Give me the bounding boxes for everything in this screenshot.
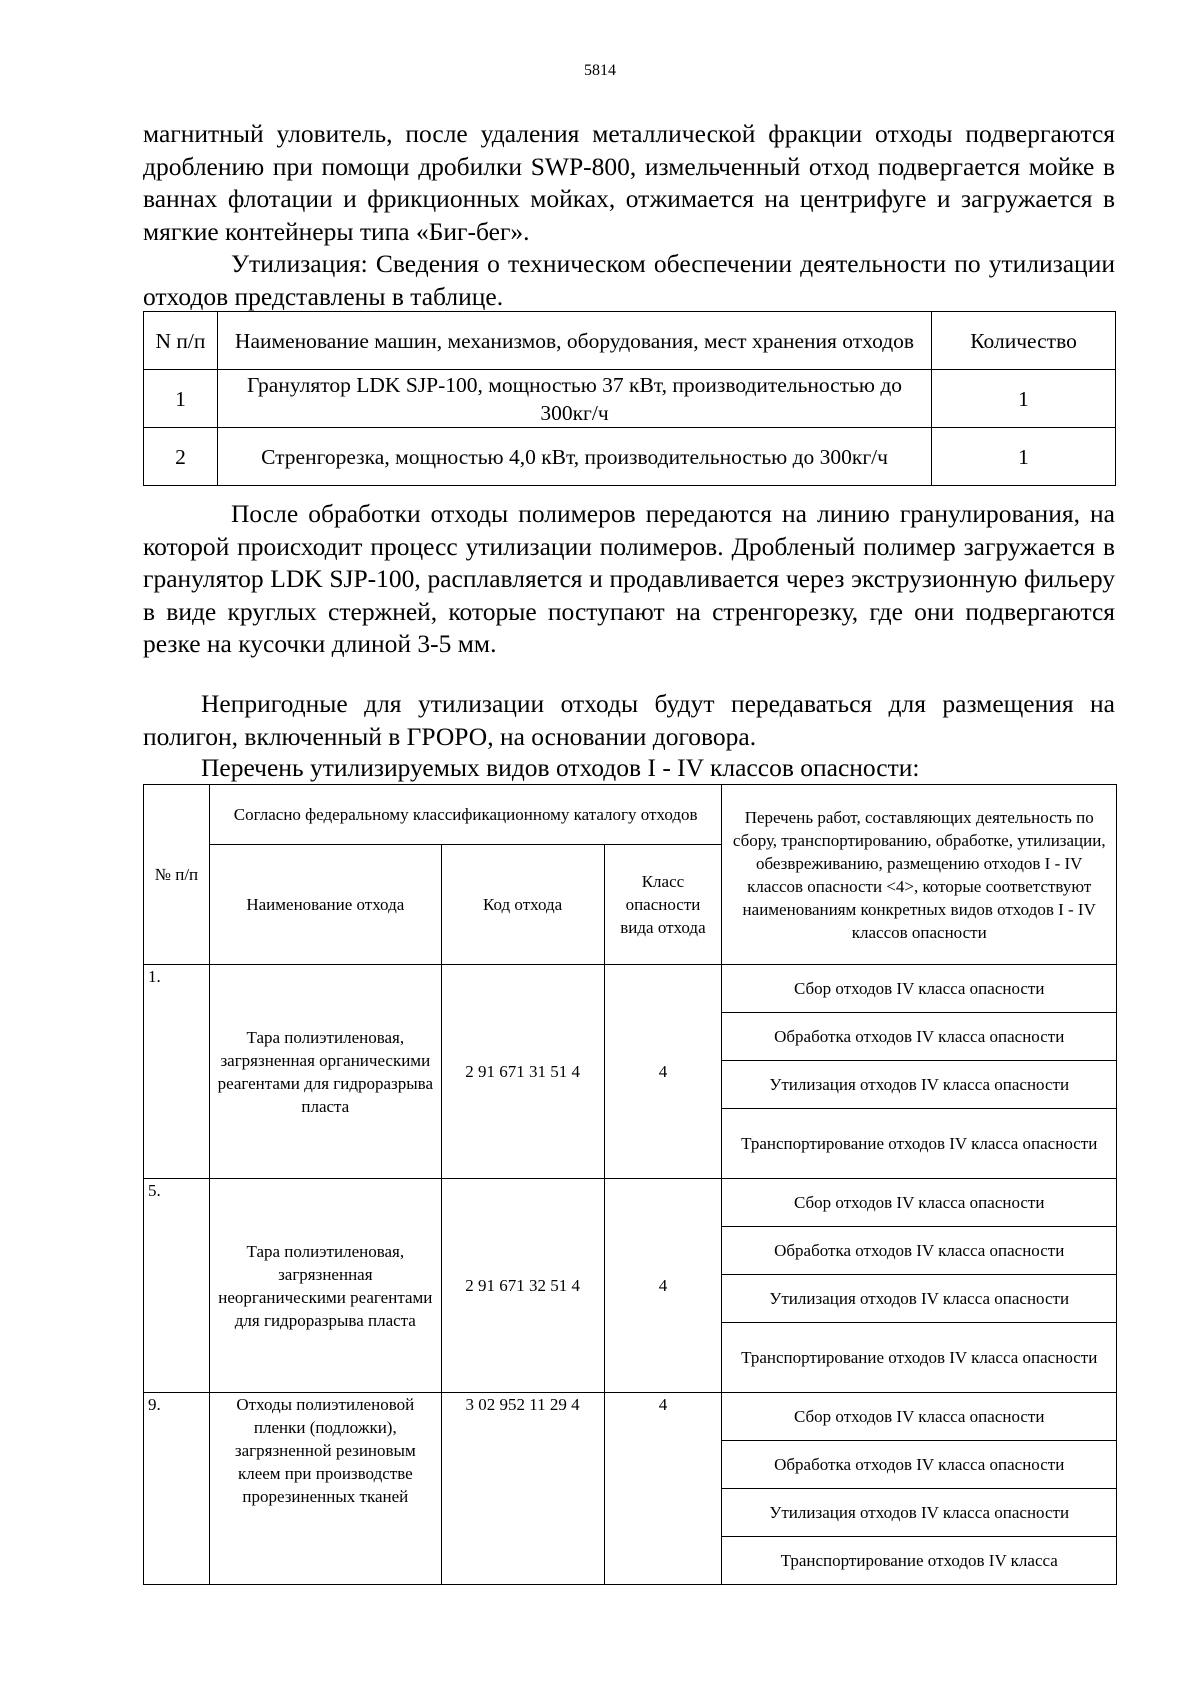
cell-class: 4 xyxy=(604,1393,722,1585)
paragraph-granulation-text: После обработки отходы полимеров передаются на линию гранулирования, на которой происходит процесс утилизации полимеров. Дробленый полимер загружается в гранулятор LDK SJP-100, расплавляется и продавливается через экструзионную фильеру в виде круглых стержней, которые поступают на стренгорезку, где они подвергаются резке на кусочки длиной 3-5 мм. xyxy=(143,499,1115,658)
cell-name: Тара полиэтиленовая, загрязненная неорганическими реагентами для гидроразрыва пласта xyxy=(209,1179,441,1393)
header-group: Согласно федеральному классификационному каталогу отходов xyxy=(209,785,722,845)
table-row xyxy=(144,1393,1117,1441)
header-num: № п/п xyxy=(144,785,210,965)
cell-work: Утилизация отходов IV класса опасности xyxy=(722,1275,1117,1323)
table-header-row xyxy=(144,785,1117,845)
table-row xyxy=(144,370,1116,428)
cell-num: 1. xyxy=(144,965,210,1179)
cell-code: 2 91 671 32 51 4 xyxy=(441,1179,604,1393)
cell-num: 2 xyxy=(144,428,218,486)
cell-num: 9. xyxy=(144,1393,210,1585)
paragraph-waste-list-text: Перечень утилизируемых видов отходов I - IV классов опасности: xyxy=(201,753,920,782)
table-row xyxy=(144,965,1117,1013)
cell-code: 3 02 952 11 29 4 xyxy=(441,1393,604,1585)
cell-class: 4 xyxy=(604,965,722,1179)
cell-name: Тара полиэтиленовая, загрязненная органическими реагентами для гидроразрыва пласта xyxy=(209,965,441,1179)
page-number: 5814 xyxy=(584,62,616,79)
cell-qty: 1 xyxy=(932,428,1116,486)
cell-work: Утилизация отходов IV класса опасности xyxy=(722,1489,1117,1537)
cell-name: Гранулятор LDK SJP-100, мощностью 37 кВт, производительностью до 300кг/ч xyxy=(217,370,931,428)
cell-work: Сбор отходов IV класса опасности xyxy=(722,1179,1117,1227)
cell-class: 4 xyxy=(604,1179,722,1393)
header-class: Класс опасности вида отхода xyxy=(604,845,722,965)
cell-work: Утилизация отходов IV класса опасности xyxy=(722,1061,1117,1109)
cell-work: Обработка отходов IV класса опасности xyxy=(722,1227,1117,1275)
header-name: Наименование машин, механизмов, оборудования, мест хранения отходов xyxy=(217,312,931,370)
cell-work: Сбор отходов IV класса опасности xyxy=(722,965,1117,1013)
table-row xyxy=(144,1179,1117,1227)
header-qty: Количество xyxy=(932,312,1116,370)
cell-name: Стренгорезка, мощностью 4,0 кВт, производительностью до 300кг/ч xyxy=(217,428,931,486)
equipment-table xyxy=(143,311,1116,486)
cell-code: 2 91 671 31 51 4 xyxy=(441,965,604,1179)
cell-work: Обработка отходов IV класса опасности xyxy=(722,1013,1117,1061)
paragraph-granulation xyxy=(143,498,1115,661)
cell-num: 5. xyxy=(144,1179,210,1393)
intro-paragraphs xyxy=(143,118,1115,313)
header-code: Код отхода xyxy=(441,845,604,965)
cell-num: 1 xyxy=(144,370,218,428)
paragraph-process: магнитный уловитель, после удаления металлической фракции отходы подвергаются дроблению при помощи дробилки SWP-800, измельченный отход подвергается мойке в ваннах флотации и фрикционных мойках, отжимается на центрифуге и загружается в мягкие контейнеры типа «Биг-бег». xyxy=(143,119,1115,246)
cell-work: Обработка отходов IV класса опасности xyxy=(722,1441,1117,1489)
header-works: Перечень работ, составляющих деятельность по сбору, транспортированию, обработке, утилизации, обезвреживанию, размещению отходов I - IV классов опасности <4>, которые соответствуют наименованиям конкретных видов отходов I - IV классов опасности xyxy=(722,785,1117,965)
header-num: N п/п xyxy=(144,312,218,370)
cell-name: Отходы полиэтиленовой пленки (подложки), загрязненной резиновым клеем при производстве прорезиненных тканей xyxy=(209,1393,441,1585)
cell-qty: 1 xyxy=(932,370,1116,428)
cell-work: Транспортирование отходов IV класса xyxy=(722,1537,1117,1585)
paragraph-utilization: Утилизация: Сведения о техническом обеспечении деятельности по утилизации отходов представлены в таблице. xyxy=(143,249,1115,311)
table-header-row xyxy=(144,312,1116,370)
paragraph-landfill xyxy=(143,688,1115,753)
cell-work: Транспортирование отходов IV класса опасности xyxy=(722,1109,1117,1179)
header-name: Наименование отхода xyxy=(209,845,441,965)
waste-table xyxy=(143,784,1117,1585)
paragraph-waste-list-title xyxy=(143,752,1115,785)
cell-work: Сбор отходов IV класса опасности xyxy=(722,1393,1117,1441)
paragraph-landfill-text: Непригодные для утилизации отходы будут передаваться для размещения на полигон, включенный в ГРОРО, на основании договора. xyxy=(143,689,1115,751)
cell-work: Транспортирование отходов IV класса опасности xyxy=(722,1323,1117,1393)
table-row xyxy=(144,428,1116,486)
